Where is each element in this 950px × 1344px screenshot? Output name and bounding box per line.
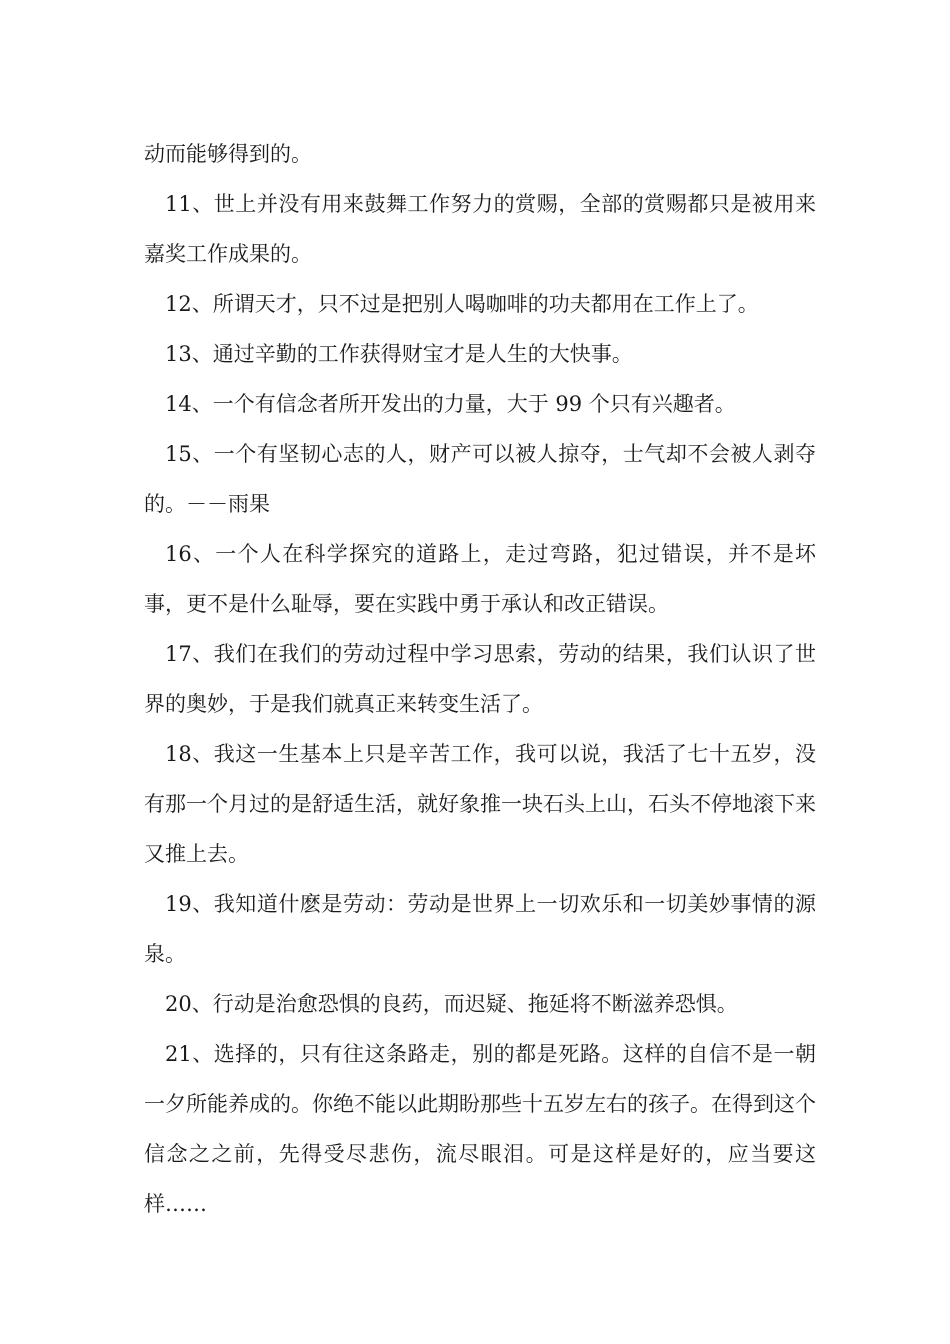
paragraph-quote-11: 11、世上并没有用来鼓舞工作努力的赏赐，全部的赏赐都只是被用来嘉奖工作成果的。 (144, 192, 816, 266)
document-body (144, 129, 816, 1229)
paragraph-quote-20: 20、行动是治愈恐惧的良药，而迟疑、拖延将不断滋养恐惧。 (165, 992, 738, 1016)
paragraph-quote-19: 19、我知道什麽是劳动：劳动是世界上一切欢乐和一切美妙事情的源泉。 (144, 892, 816, 966)
paragraph-quote-16: 16、一个人在科学探究的道路上，走过弯路，犯过错误，并不是坏事，更不是什么耻辱，要在实践中勇于承认和改正错误。 (144, 542, 816, 616)
paragraph-quote-14: 14、一个有信念者所开发出的力量，大于 99 个只有兴趣者。 (165, 392, 736, 416)
paragraph-quote-12: 12、所谓天才，只不过是把别人喝咖啡的功夫都用在工作上了。 (165, 292, 759, 316)
paragraph-quote-17: 17、我们在我们的劳动过程中学习思索，劳动的结果，我们认识了世界的奥妙，于是我们就真正来转变生活了。 (144, 642, 816, 716)
paragraph-quote-15: 15、一个有坚韧心志的人，财产可以被人掠夺，士气却不会被人剥夺的。－－雨果 (144, 442, 816, 516)
paragraph-quote-13: 13、通过辛勤的工作获得财宝才是人生的大快事。 (165, 342, 633, 366)
paragraph-continuation: 动而能够得到的。 (144, 142, 312, 166)
paragraph-quote-21: 21、选择的，只有往这条路走，别的都是死路。这样的自信不是一朝一夕所能养成的。你绝不能以此期盼那些十五岁左右的孩子。在得到这个信念之之前，先得受尽悲伤，流尽眼泪。可是这样是好的，应当要这样…… (144, 1042, 816, 1216)
paragraph-quote-18: 18、我这一生基本上只是辛苦工作，我可以说，我活了七十五岁，没有那一个月过的是舒适生活，就好象推一块石头上山，石头不停地滚下来又推上去。 (144, 742, 816, 866)
